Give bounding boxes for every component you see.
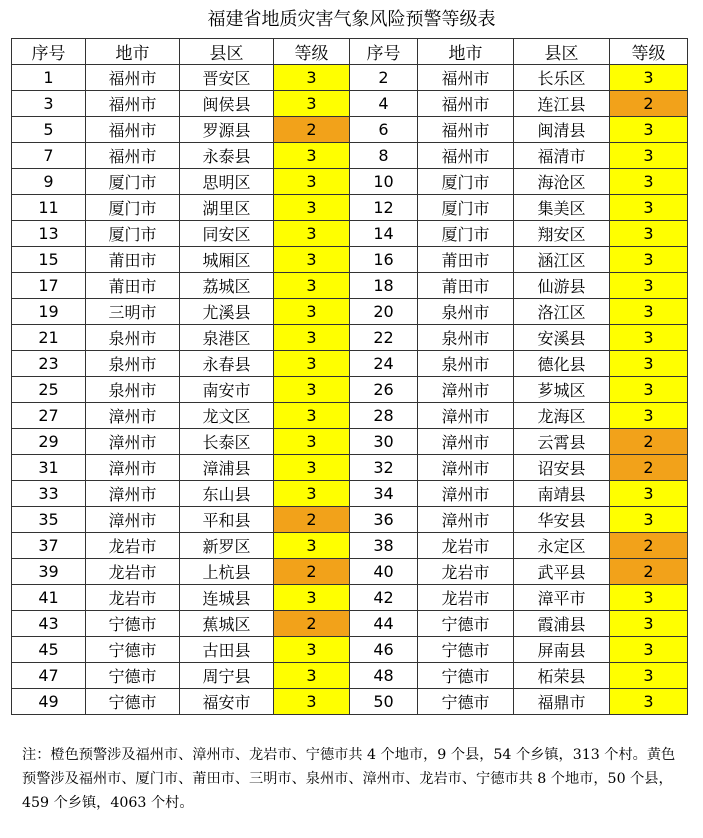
city-cell: 宁德市	[86, 637, 180, 663]
header-row	[12, 39, 688, 65]
table-row	[12, 221, 688, 247]
row-number: 36	[350, 507, 418, 533]
row-number: 28	[350, 403, 418, 429]
level-cell: 2	[610, 559, 688, 585]
table-row	[12, 663, 688, 689]
row-number: 49	[12, 689, 86, 715]
row-number: 18	[350, 273, 418, 299]
row-number: 37	[12, 533, 86, 559]
row-number: 42	[350, 585, 418, 611]
city-cell: 宁德市	[418, 637, 514, 663]
level-cell: 3	[274, 585, 350, 611]
level-cell: 3	[274, 65, 350, 91]
header-cell: 序号	[350, 39, 418, 65]
row-number: 21	[12, 325, 86, 351]
city-cell: 厦门市	[418, 169, 514, 195]
row-number: 10	[350, 169, 418, 195]
county-cell: 同安区	[180, 221, 274, 247]
county-cell: 连城县	[180, 585, 274, 611]
table-row	[12, 611, 688, 637]
city-cell: 漳州市	[418, 429, 514, 455]
county-cell: 古田县	[180, 637, 274, 663]
table-row	[12, 65, 688, 91]
level-cell: 3	[610, 169, 688, 195]
level-cell: 3	[610, 143, 688, 169]
row-number: 35	[12, 507, 86, 533]
level-cell: 2	[610, 91, 688, 117]
city-cell: 泉州市	[418, 351, 514, 377]
table-row	[12, 455, 688, 481]
county-cell: 武平县	[514, 559, 610, 585]
city-cell: 泉州市	[86, 351, 180, 377]
county-cell: 福鼎市	[514, 689, 610, 715]
city-cell: 莆田市	[86, 247, 180, 273]
level-cell: 3	[610, 273, 688, 299]
city-cell: 福州市	[86, 117, 180, 143]
row-number: 46	[350, 637, 418, 663]
county-cell: 湖里区	[180, 195, 274, 221]
county-cell: 龙海区	[514, 403, 610, 429]
county-cell: 德化县	[514, 351, 610, 377]
row-number: 44	[350, 611, 418, 637]
city-cell: 厦门市	[86, 221, 180, 247]
row-number: 50	[350, 689, 418, 715]
city-cell: 漳州市	[418, 403, 514, 429]
city-cell: 漳州市	[86, 429, 180, 455]
county-cell: 泉港区	[180, 325, 274, 351]
county-cell: 长乐区	[514, 65, 610, 91]
row-number: 5	[12, 117, 86, 143]
county-cell: 城厢区	[180, 247, 274, 273]
row-number: 7	[12, 143, 86, 169]
table-row	[12, 299, 688, 325]
row-number: 40	[350, 559, 418, 585]
county-cell: 永泰县	[180, 143, 274, 169]
row-number: 9	[12, 169, 86, 195]
header-cell: 地市	[86, 39, 180, 65]
county-cell: 晋安区	[180, 65, 274, 91]
level-cell: 3	[274, 429, 350, 455]
row-number: 2	[350, 65, 418, 91]
city-cell: 福州市	[418, 91, 514, 117]
city-cell: 漳州市	[418, 507, 514, 533]
level-cell: 3	[610, 585, 688, 611]
row-number: 48	[350, 663, 418, 689]
row-number: 12	[350, 195, 418, 221]
row-number: 31	[12, 455, 86, 481]
county-cell: 永春县	[180, 351, 274, 377]
city-cell: 宁德市	[418, 611, 514, 637]
table-row	[12, 507, 688, 533]
city-cell: 龙岩市	[418, 585, 514, 611]
level-cell: 2	[610, 429, 688, 455]
city-cell: 厦门市	[418, 195, 514, 221]
county-cell: 洛江区	[514, 299, 610, 325]
table-row	[12, 117, 688, 143]
header-cell: 等级	[274, 39, 350, 65]
header-cell: 等级	[610, 39, 688, 65]
level-cell: 3	[610, 403, 688, 429]
row-number: 19	[12, 299, 86, 325]
row-number: 29	[12, 429, 86, 455]
city-cell: 厦门市	[418, 221, 514, 247]
table-row	[12, 351, 688, 377]
county-cell: 福清市	[514, 143, 610, 169]
header-cell: 县区	[180, 39, 274, 65]
city-cell: 福州市	[418, 117, 514, 143]
level-cell: 3	[610, 247, 688, 273]
level-cell: 2	[274, 117, 350, 143]
table-row	[12, 429, 688, 455]
level-cell: 3	[274, 143, 350, 169]
level-cell: 3	[274, 533, 350, 559]
level-cell: 3	[610, 221, 688, 247]
county-cell: 尤溪县	[180, 299, 274, 325]
row-number: 22	[350, 325, 418, 351]
city-cell: 福州市	[86, 143, 180, 169]
city-cell: 泉州市	[418, 325, 514, 351]
row-number: 23	[12, 351, 86, 377]
row-number: 26	[350, 377, 418, 403]
city-cell: 宁德市	[418, 689, 514, 715]
level-cell: 3	[274, 403, 350, 429]
city-cell: 宁德市	[86, 611, 180, 637]
row-number: 25	[12, 377, 86, 403]
county-cell: 云霄县	[514, 429, 610, 455]
city-cell: 泉州市	[418, 299, 514, 325]
county-cell: 罗源县	[180, 117, 274, 143]
row-number: 24	[350, 351, 418, 377]
table-row	[12, 247, 688, 273]
city-cell: 宁德市	[418, 663, 514, 689]
row-number: 8	[350, 143, 418, 169]
row-number: 38	[350, 533, 418, 559]
table-row	[12, 637, 688, 663]
city-cell: 莆田市	[418, 273, 514, 299]
county-cell: 南靖县	[514, 481, 610, 507]
county-cell: 南安市	[180, 377, 274, 403]
row-number: 13	[12, 221, 86, 247]
level-cell: 3	[274, 351, 350, 377]
row-number: 11	[12, 195, 86, 221]
county-cell: 屏南县	[514, 637, 610, 663]
city-cell: 泉州市	[86, 377, 180, 403]
level-cell: 3	[274, 689, 350, 715]
city-cell: 宁德市	[86, 689, 180, 715]
row-number: 4	[350, 91, 418, 117]
level-cell: 3	[274, 325, 350, 351]
level-cell: 3	[274, 221, 350, 247]
table-row	[12, 533, 688, 559]
level-cell: 3	[274, 195, 350, 221]
table-title: 福建省地质灾害气象风险预警等级表	[207, 9, 496, 30]
city-cell: 龙岩市	[86, 533, 180, 559]
level-cell: 3	[274, 169, 350, 195]
level-cell: 3	[610, 611, 688, 637]
level-cell: 3	[274, 481, 350, 507]
level-cell: 3	[610, 325, 688, 351]
warning-level-table	[11, 38, 688, 715]
county-cell: 诏安县	[514, 455, 610, 481]
county-cell: 平和县	[180, 507, 274, 533]
city-cell: 三明市	[86, 299, 180, 325]
level-cell: 3	[274, 91, 350, 117]
level-cell: 3	[610, 65, 688, 91]
table-row	[12, 273, 688, 299]
city-cell: 厦门市	[86, 169, 180, 195]
county-cell: 周宁县	[180, 663, 274, 689]
row-number: 1	[12, 65, 86, 91]
row-number: 15	[12, 247, 86, 273]
county-cell: 翔安区	[514, 221, 610, 247]
county-cell: 芗城区	[514, 377, 610, 403]
county-cell: 上杭县	[180, 559, 274, 585]
city-cell: 漳州市	[86, 455, 180, 481]
county-cell: 海沧区	[514, 169, 610, 195]
table-row	[12, 689, 688, 715]
row-number: 3	[12, 91, 86, 117]
city-cell: 莆田市	[418, 247, 514, 273]
county-cell: 蕉城区	[180, 611, 274, 637]
table-row	[12, 143, 688, 169]
table-row	[12, 169, 688, 195]
row-number: 34	[350, 481, 418, 507]
county-cell: 闽清县	[514, 117, 610, 143]
level-cell: 3	[610, 351, 688, 377]
row-number: 27	[12, 403, 86, 429]
level-cell: 3	[274, 455, 350, 481]
city-cell: 漳州市	[418, 377, 514, 403]
level-cell: 3	[610, 195, 688, 221]
county-cell: 漳浦县	[180, 455, 274, 481]
level-cell: 2	[274, 559, 350, 585]
level-cell: 3	[274, 299, 350, 325]
county-cell: 集美区	[514, 195, 610, 221]
county-cell: 霞浦县	[514, 611, 610, 637]
table-row	[12, 91, 688, 117]
county-cell: 柘荣县	[514, 663, 610, 689]
city-cell: 漳州市	[86, 403, 180, 429]
table-row	[12, 325, 688, 351]
county-cell: 荔城区	[180, 273, 274, 299]
county-cell: 华安县	[514, 507, 610, 533]
county-cell: 东山县	[180, 481, 274, 507]
county-cell: 龙文区	[180, 403, 274, 429]
level-cell: 3	[610, 299, 688, 325]
level-cell: 3	[610, 481, 688, 507]
county-cell: 福安市	[180, 689, 274, 715]
city-cell: 福州市	[418, 143, 514, 169]
county-cell: 思明区	[180, 169, 274, 195]
level-cell: 3	[610, 663, 688, 689]
level-cell: 2	[274, 611, 350, 637]
county-cell: 仙游县	[514, 273, 610, 299]
row-number: 39	[12, 559, 86, 585]
city-cell: 漳州市	[86, 507, 180, 533]
city-cell: 福州市	[418, 65, 514, 91]
row-number: 30	[350, 429, 418, 455]
county-cell: 安溪县	[514, 325, 610, 351]
city-cell: 漳州市	[86, 481, 180, 507]
row-number: 17	[12, 273, 86, 299]
city-cell: 厦门市	[86, 195, 180, 221]
city-cell: 龙岩市	[418, 533, 514, 559]
city-cell: 龙岩市	[418, 559, 514, 585]
table-row	[12, 559, 688, 585]
county-cell: 连江县	[514, 91, 610, 117]
city-cell: 龙岩市	[86, 585, 180, 611]
county-cell: 漳平市	[514, 585, 610, 611]
city-cell: 泉州市	[86, 325, 180, 351]
level-cell: 2	[274, 507, 350, 533]
city-cell: 龙岩市	[86, 559, 180, 585]
row-number: 45	[12, 637, 86, 663]
level-cell: 3	[274, 273, 350, 299]
table-row	[12, 585, 688, 611]
row-number: 47	[12, 663, 86, 689]
county-cell: 闽侯县	[180, 91, 274, 117]
row-number: 33	[12, 481, 86, 507]
row-number: 32	[350, 455, 418, 481]
city-cell: 漳州市	[418, 481, 514, 507]
table-row	[12, 195, 688, 221]
level-cell: 3	[274, 663, 350, 689]
level-cell: 3	[610, 689, 688, 715]
county-cell: 新罗区	[180, 533, 274, 559]
table-row	[12, 481, 688, 507]
city-cell: 宁德市	[86, 663, 180, 689]
row-number: 43	[12, 611, 86, 637]
city-cell: 福州市	[86, 65, 180, 91]
city-cell: 漳州市	[418, 455, 514, 481]
level-cell: 2	[610, 455, 688, 481]
county-cell: 涵江区	[514, 247, 610, 273]
level-cell: 2	[610, 533, 688, 559]
level-cell: 3	[274, 637, 350, 663]
header-cell: 地市	[418, 39, 514, 65]
city-cell: 福州市	[86, 91, 180, 117]
row-number: 16	[350, 247, 418, 273]
row-number: 6	[350, 117, 418, 143]
level-cell: 3	[610, 377, 688, 403]
county-cell: 长泰区	[180, 429, 274, 455]
row-number: 14	[350, 221, 418, 247]
level-cell: 3	[274, 247, 350, 273]
row-number: 41	[12, 585, 86, 611]
city-cell: 莆田市	[86, 273, 180, 299]
footnote: 注：橙色预警涉及福州市、漳州市、龙岩市、宁德市共 4 个地市，9 个县，54 个乡镇，313 个村。黄色预警涉及福州市、厦门市、莆田市、三明市、泉州市、漳州市、龙岩市、宁德市共 8 个地市，50 个县，459 个乡镇，4063 个村。	[22, 747, 676, 811]
header-cell: 序号	[12, 39, 86, 65]
table-row	[12, 403, 688, 429]
level-cell: 3	[610, 117, 688, 143]
level-cell: 3	[610, 637, 688, 663]
county-cell: 永定区	[514, 533, 610, 559]
level-cell: 3	[274, 377, 350, 403]
header-cell: 县区	[514, 39, 610, 65]
table-row	[12, 377, 688, 403]
row-number: 20	[350, 299, 418, 325]
level-cell: 3	[610, 507, 688, 533]
